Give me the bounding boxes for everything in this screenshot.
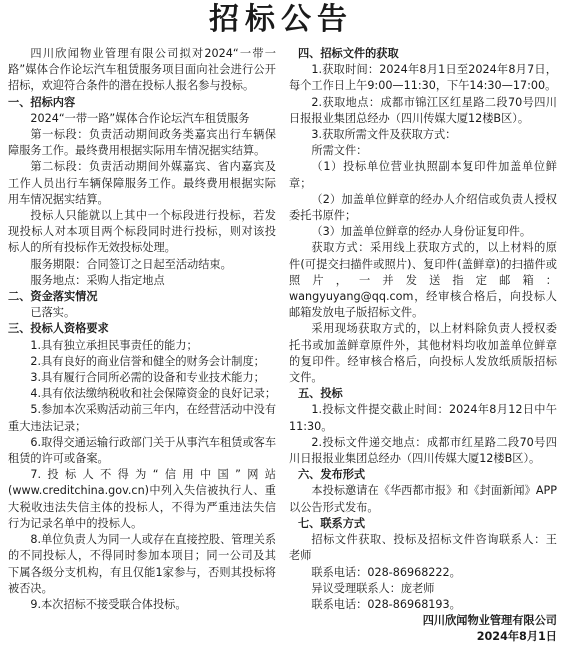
paragraph: 获取方式：采用线上获取方式的，以上材料的原件(可提交扫描件或照片)、复印件(盖鲜章)的扫描件或照片，一并发送指定邮箱：wangyuyang@qq.com，经审核合格后，向投标人邮箱发放电子版招标文件。 bbox=[289, 241, 557, 320]
paragraph: 已落实。 bbox=[30, 306, 76, 320]
paragraph: 联系电话：028-86968193。 bbox=[311, 597, 461, 611]
paragraph: 2.获取地点：成都市锦江区红星路二段70号四川日报报业集团总经办（四川传媒大厦12楼B区）。 bbox=[289, 95, 557, 125]
paragraph: 本投标邀请在《华西都市报》和《封面新闻》APP以公告形式发布。 bbox=[289, 484, 557, 514]
paragraph: 6.取得交通运输行政部门关于从事汽车租赁或客车租赁的许可或备案。 bbox=[8, 435, 277, 466]
paragraph: （1）投标单位营业执照副本复印件加盖单位鲜章； bbox=[289, 160, 557, 190]
paragraph: 服务期限：合同签订之日起至活动结束。 bbox=[30, 257, 232, 271]
paragraph: 联系电话：028-86968222。 bbox=[311, 565, 461, 579]
section-heading: 三、投标人资格要求 bbox=[8, 322, 109, 336]
paragraph: 5.参加本次采购活动前三年内，在经营活动中没有重大违法记录； bbox=[8, 403, 277, 433]
paragraph: 3.获取所需文件及获取方式： bbox=[311, 128, 457, 142]
paragraph: 1.投标文件提交截止时间：2024年8月12日中午11:30。 bbox=[289, 403, 557, 433]
signature-line: 2024年8月1日 bbox=[476, 630, 557, 644]
section-heading: 四、招标文件的获取 bbox=[297, 47, 399, 60]
paragraph: 所需文件： bbox=[311, 144, 368, 158]
paragraph: 投标人只能就以上其中一个标段进行投标，若发现投标人对本项目两个标段同时进行投标，则对该投标人的所有投标作无效投标处理。 bbox=[8, 209, 276, 255]
section-heading: 一、招标内容 bbox=[8, 95, 76, 109]
section-heading: 七、联系方式 bbox=[297, 516, 366, 530]
signature-line: 四川欣闻物业管理有限公司 bbox=[422, 614, 557, 628]
paragraph: （2）加盖单位鲜章的经办人介绍信或负责人授权委托书原件； bbox=[289, 192, 557, 223]
paragraph: 1.获取时间：2024年8月1日至2024年8月7日，每个工作日上午9:00—11:30，下午14:30—17:00。 bbox=[289, 63, 557, 93]
paragraph: 第二标段：负责活动期间外媒嘉宾、省内嘉宾及工作人员出行车辆保障服务工作。最终费用根据实际用车情况据实结算。 bbox=[8, 160, 276, 206]
page-title: 招标公告 bbox=[209, 2, 353, 37]
paragraph: 2024“一带一路”媒体合作论坛汽车租赁服务 bbox=[30, 111, 250, 125]
right-column bbox=[289, 46, 557, 646]
paragraph: 1.具有独立承担民事责任的能力； bbox=[30, 338, 198, 352]
paragraph: 2.投标文件递交地点：成都市红星路二段70号四川日报报业集团总经办（四川传媒大厦12楼B区）。 bbox=[289, 435, 557, 466]
paragraph: 异议受理联系人：庞老师 bbox=[311, 581, 435, 595]
paragraph: 四川欣闻物业管理有限公司拟对2024“一带一路”媒体合作论坛汽车租赁服务项目面向社会进行公开招标，欢迎符合条件的潜在投标人报名参与投标。 bbox=[8, 47, 276, 93]
paragraph: 3.具有履行合同所必需的设备和专业技术能力； bbox=[30, 371, 265, 385]
paragraph: 第一标段：负责活动期间政务类嘉宾出行车辆保障服务工作。最终费用根据实际用车情况据实结算。 bbox=[8, 128, 276, 158]
paragraph: 服务地点：采购人指定地点 bbox=[30, 273, 165, 287]
left-column bbox=[8, 46, 276, 613]
paragraph: 采用现场获取方式的，以上材料除负责人授权委托书或加盖鲜章原件外，其他材料均收加盖单位鲜章的复印件。经审核合格后，向投标人发放纸质版招标文件。 bbox=[289, 322, 557, 385]
paragraph: 7.投标人不得为“信用中国”网站(www.creditchina.gov.cn)中列入失信被执行人、重大税收违法失信主体的投标人，不得为严重违法失信行为记录名单中的投标人。 bbox=[8, 468, 276, 530]
paragraph: 9.本次招标不接受联合体投标。 bbox=[30, 597, 187, 611]
section-heading: 六、发布形式 bbox=[297, 468, 366, 482]
paragraph: 2.具有良好的商业信誉和健全的财务会计制度； bbox=[30, 354, 265, 368]
paragraph: （3）加盖单位鲜章的经办人身份证复印件。 bbox=[311, 225, 532, 239]
paragraph: 4.具有依法缴纳税收和社会保障资金的良好记录； bbox=[30, 387, 277, 401]
section-heading: 二、资金落实情况 bbox=[8, 290, 98, 304]
paragraph: 8.单位负责人为同一人或存在直接控股、管理关系的不同投标人，不得同时参加本项目；同一公司及其下属各级分支机构，有且仅能1家参与，否则其投标将被否决。 bbox=[8, 533, 277, 595]
section-heading: 五、投标 bbox=[297, 387, 343, 401]
paragraph: 招标文件获取、投标及招标文件咨询联系人：王老师 bbox=[289, 533, 557, 563]
